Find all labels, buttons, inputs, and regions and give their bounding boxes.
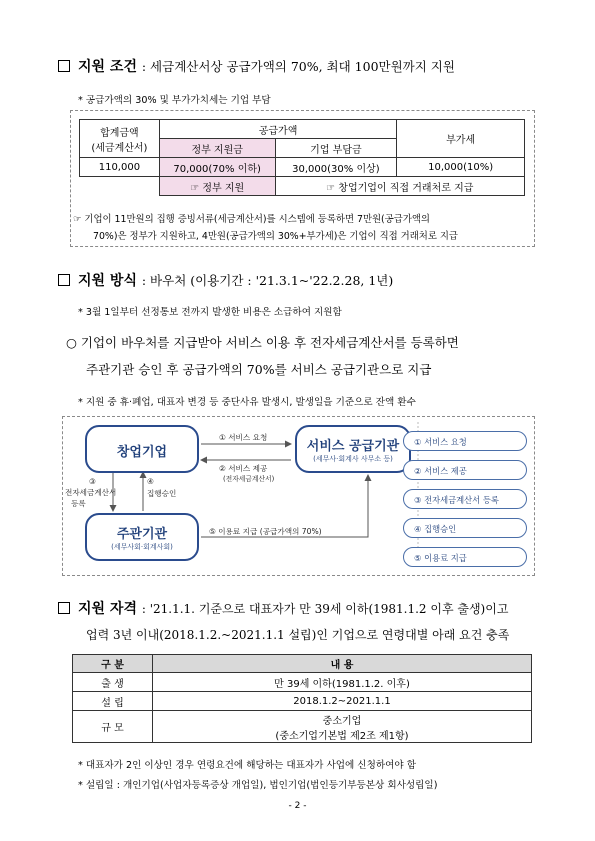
table-row: 출 생 만 39세 이하(1981.1.2. 이후) xyxy=(73,673,532,692)
bullet-line-2: 주관기관 승인 후 공급가액의 70%를 서비스 공급기관으로 지급 xyxy=(86,362,432,377)
step-4: ④ 집행승인 xyxy=(403,518,527,538)
label-step3-register: 등록 xyxy=(71,499,86,508)
label-step4-num: ④ xyxy=(147,477,154,486)
label-service-request: ① 서비스 요청 xyxy=(219,433,268,442)
gov-note: ☞ 정부 지원 xyxy=(159,177,275,196)
vat-header: 부가세 xyxy=(397,120,525,158)
bullet-line-1: ○ 기업이 바우처를 지급받아 서비스 이용 후 전자세금계산서를 등록하면 xyxy=(66,335,459,350)
footnote-line-2: 70%)은 정부가 지원하고, 4만원(공급가액의 30%+부가세)은 기업이 직접 거래처로 지급 xyxy=(93,231,458,242)
label-service-provide: ② 서비스 제공 xyxy=(219,464,268,473)
vat-value: 10,000(10%) xyxy=(397,158,525,177)
label-step4-text: 집행승인 xyxy=(147,489,177,498)
section-eligibility-title: 지원 자격 : '21.1.1. 기준으로 대표자가 만 39세 이하(1981.1.2 이후 출생)이고 xyxy=(58,598,508,618)
node-startup: 창업기업 xyxy=(85,425,199,473)
note-refund: * 지원 중 휴·폐업, 대표자 변경 등 중단사유 발생시, 발생일을 기준으로 잔액 환수 xyxy=(78,397,416,408)
node-host-agency: 주관기관 (세무사회·회계사회) xyxy=(85,513,199,561)
table-row: 설 립 2018.1.2~2021.1.1 xyxy=(73,692,532,711)
checkbox-square-icon xyxy=(58,60,70,72)
support-amount-table xyxy=(79,119,525,196)
total-header: 합계금액 (세금계산서) xyxy=(80,120,160,158)
section-support-method-title: 지원 방식 : 바우처 (이용기간 : '21.3.1~'22.2.28, 1년) xyxy=(58,270,393,290)
note-retroactive: * 3월 1일부터 선정통보 전까지 발생한 비용은 소급하여 지원함 xyxy=(78,307,342,318)
label-step3-text: 전자세금계산서 xyxy=(65,488,117,497)
note-burden: * 공급가액의 30% 및 부가가치세는 기업 부담 xyxy=(78,95,271,106)
node-service-provider: 서비스 공급기관 (세무사·회계사 사무소 등) xyxy=(295,425,411,473)
eligibility-table xyxy=(72,654,532,743)
supply-header: 공급가액 xyxy=(159,120,396,139)
footnote-line-1: ☞ 기업이 11만원의 집행 증빙서류(세금계산서)를 시스템에 등록하면 7만원(공급가액의 xyxy=(73,214,430,225)
checkbox-square-icon xyxy=(58,274,70,286)
eligibility-header-content: 내 용 xyxy=(153,655,532,673)
support-conditions-box xyxy=(70,110,535,247)
gov-header: 정부 지원금 xyxy=(159,139,275,158)
step-2: ② 서비스 제공 xyxy=(403,460,527,480)
step-5: ⑤ 이용료 지급 xyxy=(403,547,527,567)
label-step3-num: ③ xyxy=(89,477,96,486)
table-row: 규 모 중소기업 (중소기업기본법 제2조 제1항) xyxy=(73,711,532,743)
step-1: ① 서비스 요청 xyxy=(403,431,527,451)
voucher-flow-diagram xyxy=(62,416,535,576)
eligibility-line-2: 업력 3년 이내(2018.1.2.~2021.1.1 설립)인 기업으로 연령대별 아래 요건 충족 xyxy=(86,628,510,642)
corp-note: ☞ 창업기업이 직접 거래처로 지급 xyxy=(275,177,524,196)
note-establishment-date: * 설립일 : 개인기업(사업자등록증상 개업일), 법인기업(법인등기부등본상 회사성립일) xyxy=(78,780,438,791)
gov-value: 70,000(70% 이하) xyxy=(159,158,275,177)
corp-header: 기업 부담금 xyxy=(275,139,397,158)
checkbox-square-icon xyxy=(58,602,70,614)
corp-value: 30,000(30% 이상) xyxy=(275,158,397,177)
label-payment: ⑤ 이용료 지급 (공급가액의 70%) xyxy=(209,527,322,536)
eligibility-header-category: 구 분 xyxy=(73,655,153,673)
label-e-invoice: (전자세금계산서) xyxy=(223,475,275,483)
step-3: ③ 전자세금계산서 등록 xyxy=(403,489,527,509)
total-value: 110,000 xyxy=(80,158,160,177)
note-multiple-representatives: * 대표자가 2인 이상인 경우 연령요건에 해당하는 대표자가 사업에 신청하여야 함 xyxy=(78,760,416,771)
section-support-conditions-title: 지원 조건 : 세금계산서상 공급가액의 70%, 최대 100만원까지 지원 xyxy=(58,56,455,76)
page-number: - 2 - xyxy=(288,801,307,811)
